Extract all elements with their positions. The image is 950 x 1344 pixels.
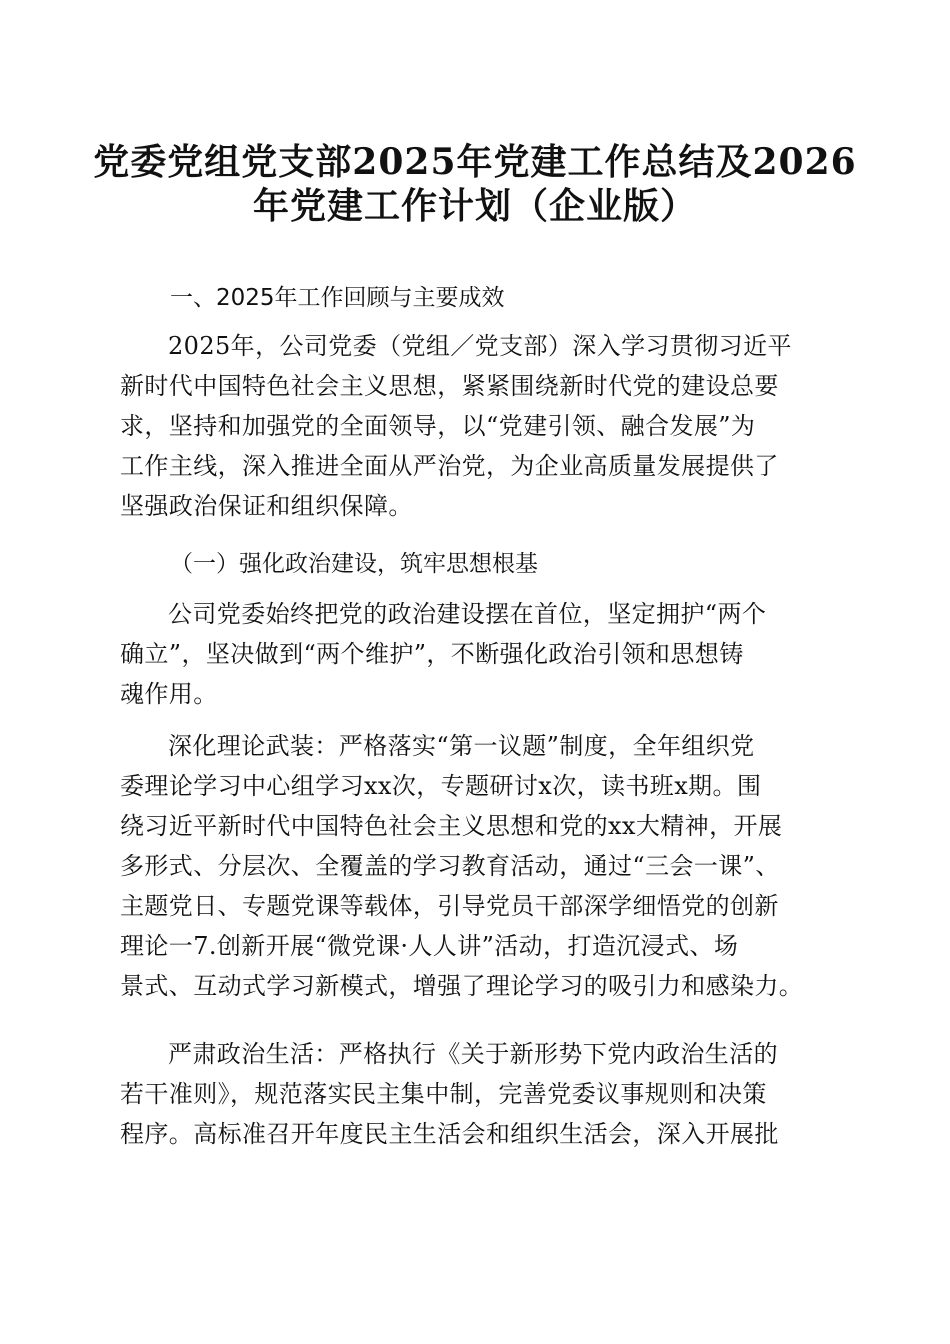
paragraph-line: 确立”，坚决做到“两个维护”，不断强化政治引领和思想铸 bbox=[120, 640, 744, 668]
subsection-heading: （一）强化政治建设，筑牢思想根基 bbox=[170, 551, 538, 577]
paragraph-line: 魂作用。 bbox=[120, 680, 218, 708]
paragraph-line: 严肃政治生活：严格执行《关于新形势下党内政治生活的 bbox=[168, 1040, 778, 1068]
paragraph-line: 新时代中国特色社会主义思想，紧紧围绕新时代党的建设总要 bbox=[120, 372, 779, 400]
paragraph-line: 理论一7.创新开展“微党课·人人讲”活动，打造沉浸式、场 bbox=[120, 932, 739, 960]
paragraph-line: 景式、互动式学习新模式，增强了理论学习的吸引力和感染力。 bbox=[120, 972, 804, 1000]
paragraph-line: 委理论学习中心组学习xx次，专题研讨x次，读书班x期。围 bbox=[120, 772, 762, 800]
document-title-line-2: 年党建工作计划（企业版） bbox=[252, 185, 697, 227]
paragraph-line: 主题党日、专题党课等载体，引导党员干部深学细悟党的创新 bbox=[120, 892, 779, 920]
paragraph-line: 程序。高标准召开年度民主生活会和组织生活会，深入开展批 bbox=[120, 1120, 779, 1148]
document-title-line-1: 党委党组党支部2025年党建工作总结及2026 bbox=[93, 141, 857, 183]
paragraph-line: 2025年，公司党委（党组／党支部）深入学习贯彻习近平 bbox=[168, 332, 792, 360]
paragraph-line: 求，坚持和加强党的全面领导，以“党建引领、融合发展”为 bbox=[120, 412, 756, 440]
paragraph-line: 公司党委始终把党的政治建设摆在首位，坚定拥护“两个 bbox=[168, 600, 767, 628]
section-heading: 一、2025年工作回顾与主要成效 bbox=[170, 285, 505, 311]
paragraph-line: 坚强政治保证和组织保障。 bbox=[120, 492, 413, 520]
paragraph-line: 工作主线，深入推进全面从严治党，为企业高质量发展提供了 bbox=[120, 452, 779, 480]
paragraph-line: 多形式、分层次、全覆盖的学习教育活动，通过“三会一课”、 bbox=[120, 852, 780, 880]
paragraph-line: 绕习近平新时代中国特色社会主义思想和党的xx大精神，开展 bbox=[120, 812, 783, 840]
paragraph-line: 若干准则》，规范落实民主集中制，完善党委议事规则和决策 bbox=[120, 1080, 767, 1108]
paragraph-line: 深化理论武装：严格落实“第一议题”制度，全年组织党 bbox=[168, 732, 755, 760]
